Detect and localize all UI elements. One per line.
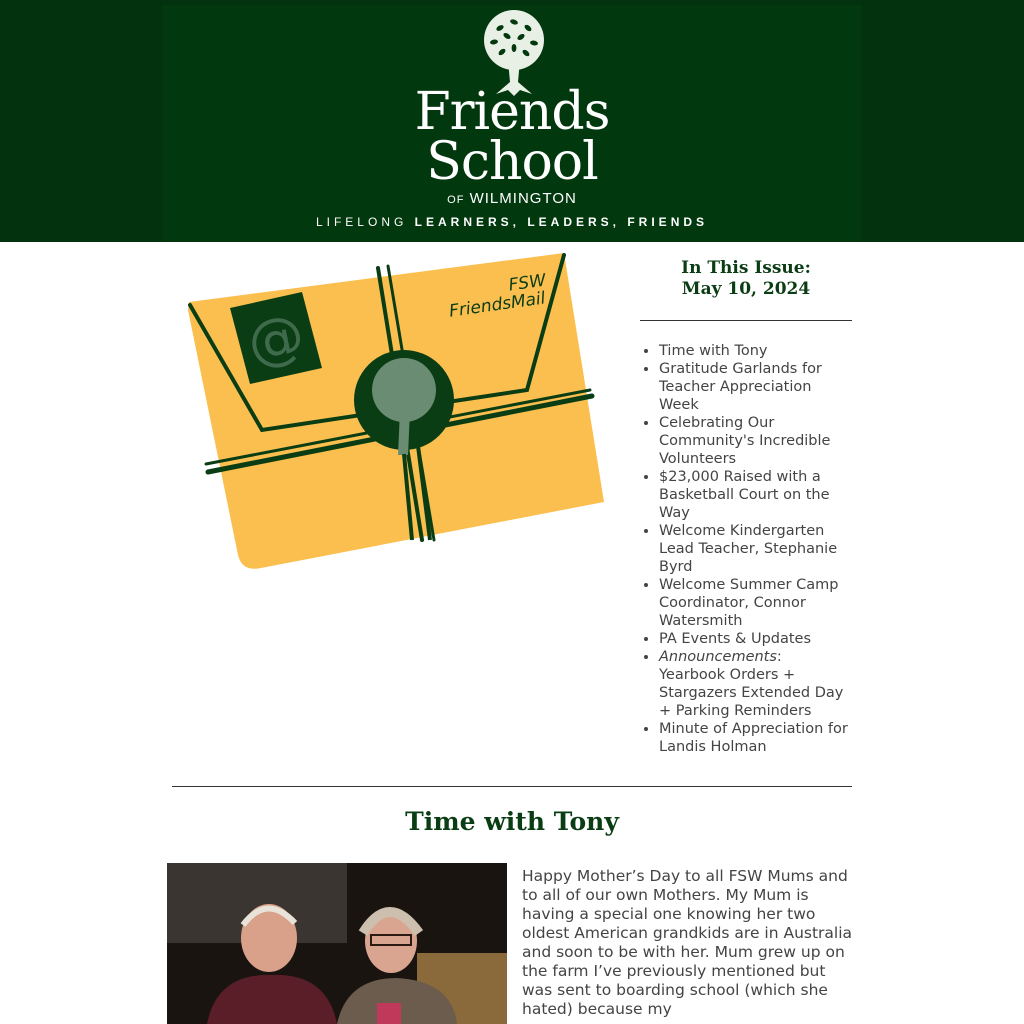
tagline (0, 214, 1024, 230)
logo-of-text: OF (447, 194, 465, 206)
announcements-label: Announcements (659, 649, 777, 665)
toc-item-pa-events[interactable]: • PA Events & Updates (659, 630, 852, 648)
envelope-friendsmail-text: FriendsMail (447, 288, 547, 322)
toc-item-announcements[interactable] (659, 648, 852, 720)
section-divider (172, 786, 852, 787)
logo-friends-text: Friends (414, 82, 610, 142)
announcements-rest: : Yearbook Orders + Stargazers Extended Day + Parking Reminders (659, 649, 844, 719)
toc-item-camp-coordinator[interactable]: • Welcome Summer Camp Coordinator, Connor Watersmith (659, 576, 852, 630)
envelope-fsw-text: FSW (507, 270, 548, 296)
section-body-text: Happy Mother’s Day to all FSW Mums and to all of our own Mothers. My Mum is having a special one knowing her two oldest American grandkids are in Australia and soon to be with her. Mum grew up on the farm I’ve previously mentioned but was sent to boarding school (which she hated) because my (522, 867, 853, 1018)
toc-item-gratitude-garlands[interactable]: • Gratitude Garlands for Teacher Appreciation Week (659, 360, 852, 414)
toc-item-volunteers[interactable]: • Celebrating Our Community's Incredible Volunteers (659, 414, 852, 468)
logo-school-text: School (426, 132, 598, 192)
logo-place-text: WILMINGTON (469, 190, 577, 207)
issue-toc-list (640, 342, 852, 756)
toc-item-kindergarten-teacher[interactable]: • Welcome Kindergarten Lead Teacher, Stephanie Byrd (659, 522, 852, 576)
toc-item-minute-of-appreciation[interactable]: • Minute of Appreciation for Landis Holman (659, 720, 852, 756)
tagline-light: LIFELONG (315, 215, 408, 229)
stamp-at-icon: @ (241, 301, 311, 378)
issue-date: May 10, 2024 (681, 279, 811, 299)
friendsmail-envelope-illustration (172, 250, 622, 580)
section-title: Time with Tony (405, 807, 619, 836)
tagline-bold: LEARNERS, LEADERS, FRIENDS (414, 215, 709, 229)
tony-and-mum-photo (167, 863, 507, 1024)
toc-item-time-with-tony[interactable]: • Time with Tony (659, 342, 852, 360)
logo-location (0, 190, 1024, 209)
issue-heading-label: In This Issue: (681, 258, 811, 278)
issue-divider (640, 320, 852, 321)
in-this-issue-heading (640, 258, 852, 300)
toc-item-basketball-court[interactable]: • $23,000 Raised with a Basketball Court on the Way (659, 468, 852, 522)
